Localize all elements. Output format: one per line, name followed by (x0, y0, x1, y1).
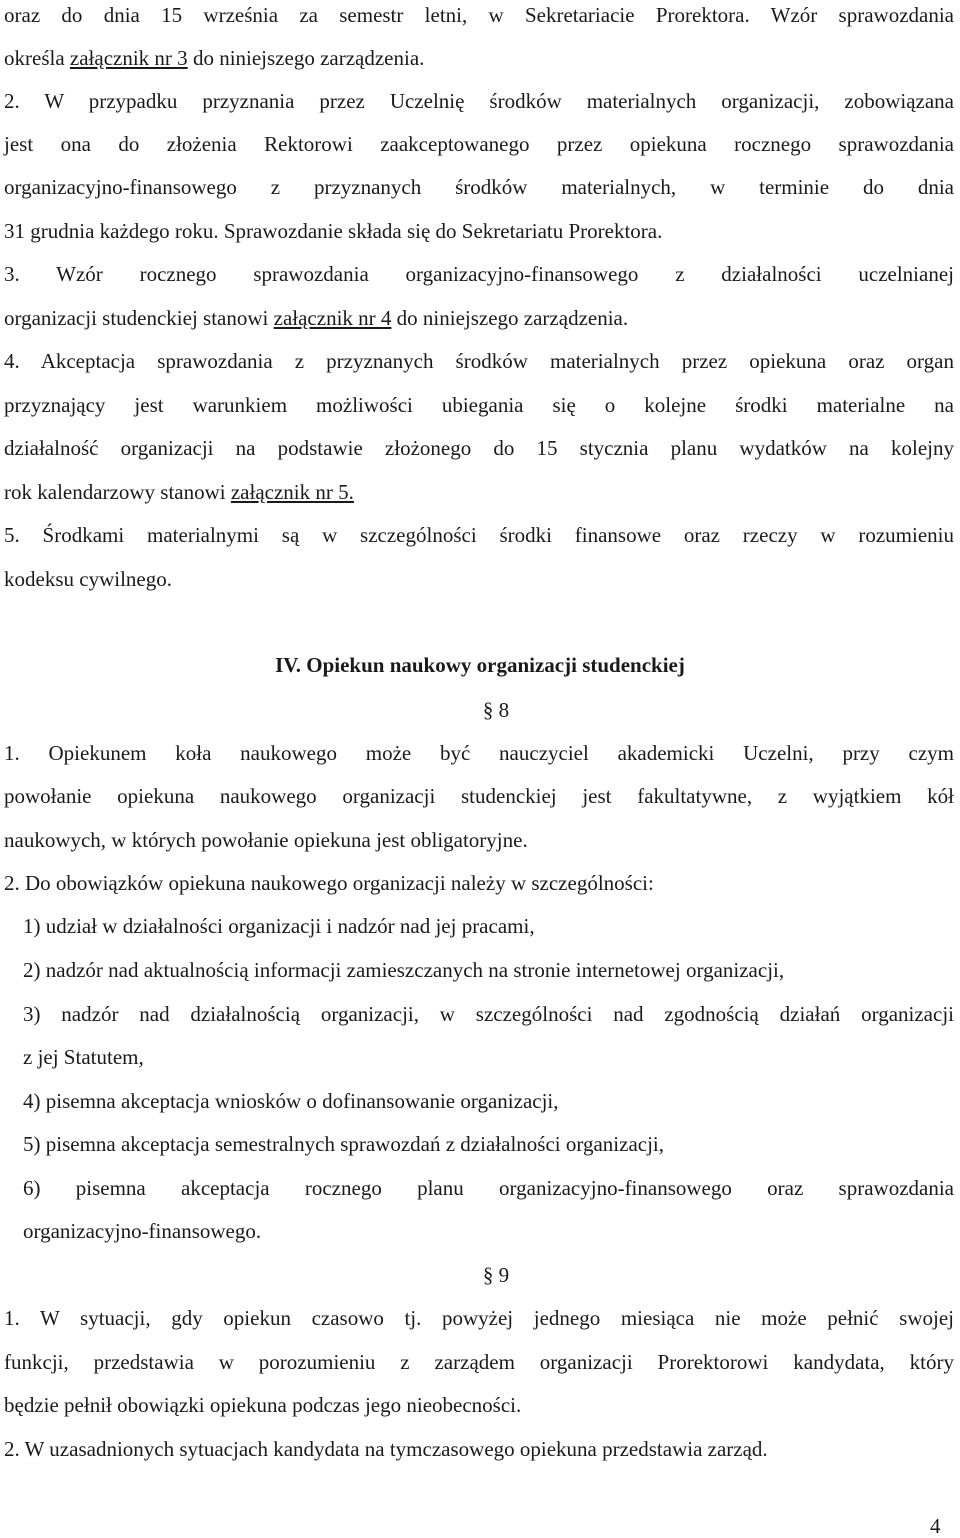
text-segment: kodeksu cywilnego. (4, 567, 172, 591)
text-segment: funkcji, przedstawia w porozumieniu z zarządem organizacji Prorektorowi kandydata, który (4, 1350, 954, 1374)
text-segment: organizacyjno-finansowego. (23, 1219, 262, 1243)
text-segment: 4) pisemna akceptacja wniosków o dofinansowanie organizacji, (23, 1089, 559, 1113)
section-heading (0, 652, 960, 678)
text-segment: 31 grudnia każdego roku. Sprawozdanie składa się do Sekretariatu Prorektora. (4, 219, 663, 243)
text-segment: 2. W przypadku przyznania przez Uczelnię środków materialnych organizacji, zobowiązana (4, 89, 954, 113)
list-item (23, 957, 954, 983)
text-line (4, 870, 954, 896)
text-segment: rok kalendarzowy stanowi (4, 480, 231, 504)
text-segment: określa (4, 46, 70, 70)
text-line (4, 88, 954, 114)
text-segment: działalność organizacji na podstawie złożonego do 15 stycznia planu wydatków na kolejny (4, 436, 954, 460)
text-line (4, 522, 954, 548)
text-segment: IV. Opiekun naukowy organizacji studenckiej (275, 653, 685, 677)
underlined-reference: załącznik nr 5. (230, 480, 354, 504)
text-segment: 1. W sytuacji, gdy opiekun czasowo tj. powyżej jednego miesiąca nie może pełnić swojej (4, 1306, 954, 1330)
text-segment: z jej Statutem, (23, 1045, 144, 1069)
text-line (4, 827, 954, 853)
paragraph-number (0, 1262, 960, 1288)
text-line (4, 1392, 954, 1418)
text-line (4, 1305, 954, 1331)
text-line (4, 348, 954, 374)
text-line (4, 435, 954, 461)
text-segment: 5. Środkami materialnymi są w szczególności środki finansowe oraz rzeczy w rozumieniu (4, 523, 954, 547)
text-segment: będzie pełnił obowiązki opiekuna podczas jego nieobecności. (4, 1393, 522, 1417)
list-item (23, 1001, 954, 1027)
text-segment: § 9 (482, 1263, 510, 1287)
text-line (4, 131, 954, 157)
list-item (23, 1218, 954, 1244)
text-segment: 3) nadzór nad działalnością organizacji, w szczególności nad zgodnością działań organizacji (23, 1002, 954, 1026)
text-line (4, 479, 954, 505)
text-segment: organizacji studenckiej stanowi (4, 306, 274, 330)
text-line (4, 261, 954, 287)
text-line (4, 174, 954, 200)
list-item (23, 1088, 954, 1114)
paragraph-number (0, 697, 960, 723)
text-segment: 1. Opiekunem koła naukowego może być nauczyciel akademicki Uczelni, przy czym (4, 741, 954, 765)
text-line (4, 305, 954, 331)
text-segment: 2) nadzór nad aktualnością informacji zamieszczanych na stronie internetowej organizacji, (23, 958, 785, 982)
text-line (4, 566, 954, 592)
text-line (4, 1436, 954, 1462)
list-item (23, 1131, 954, 1157)
text-segment: 4. Akceptacja sprawozdania z przyznanych środków materialnych przez opiekuna oraz organ (4, 349, 954, 373)
text-segment: 2. Do obowiązków opiekuna naukowego organizacji należy w szczególności: (4, 871, 654, 895)
text-segment: 6) pisemna akceptacja rocznego planu organizacyjno-finansowego oraz sprawozdania (23, 1176, 954, 1200)
page-number: 4 (930, 1514, 941, 1538)
text-segment: jest ona do złożenia Rektorowi zaakceptowanego przez opiekuna rocznego sprawozdania (4, 132, 954, 156)
list-item (23, 1044, 954, 1070)
text-line (4, 740, 954, 766)
text-segment: naukowych, w których powołanie opiekuna jest obligatoryjne. (4, 828, 528, 852)
text-line (4, 392, 954, 418)
text-segment: 5) pisemna akceptacja semestralnych sprawozdań z działalności organizacji, (23, 1132, 665, 1156)
text-segment: powołanie opiekuna naukowego organizacji studenckiej jest fakultatywne, z wyjątkiem kół (4, 784, 954, 808)
text-segment: do niniejszego zarządzenia. (187, 46, 425, 70)
underlined-reference: załącznik nr 3 (69, 46, 188, 70)
text-segment: przyznający jest warunkiem możliwości ubiegania się o kolejne środki materialne na (4, 393, 954, 417)
text-segment: do niniejszego zarządzenia. (391, 306, 629, 330)
text-segment: 3. Wzór rocznego sprawozdania organizacyjno-finansowego z działalności uczelnianej (4, 262, 954, 286)
underlined-reference: załącznik nr 4 (273, 306, 392, 330)
text-segment: § 8 (482, 698, 510, 722)
text-segment: oraz do dnia 15 września za semestr letni, w Sekretariacie Prorektora. Wzór sprawozdania (4, 3, 954, 27)
text-line (4, 45, 954, 71)
text-segment: 2. W uzasadnionych sytuacjach kandydata na tymczasowego opiekuna przedstawia zarząd. (4, 1437, 768, 1461)
text-line (4, 1349, 954, 1375)
text-line (4, 218, 954, 244)
list-item (23, 913, 954, 939)
text-line (4, 2, 954, 28)
text-segment: 1) udział w działalności organizacji i nadzór nad jej pracami, (23, 914, 535, 938)
text-segment: organizacyjno-finansowego z przyznanych środków materialnych, w terminie do dnia (4, 175, 954, 199)
text-line (4, 783, 954, 809)
list-item (23, 1175, 954, 1201)
